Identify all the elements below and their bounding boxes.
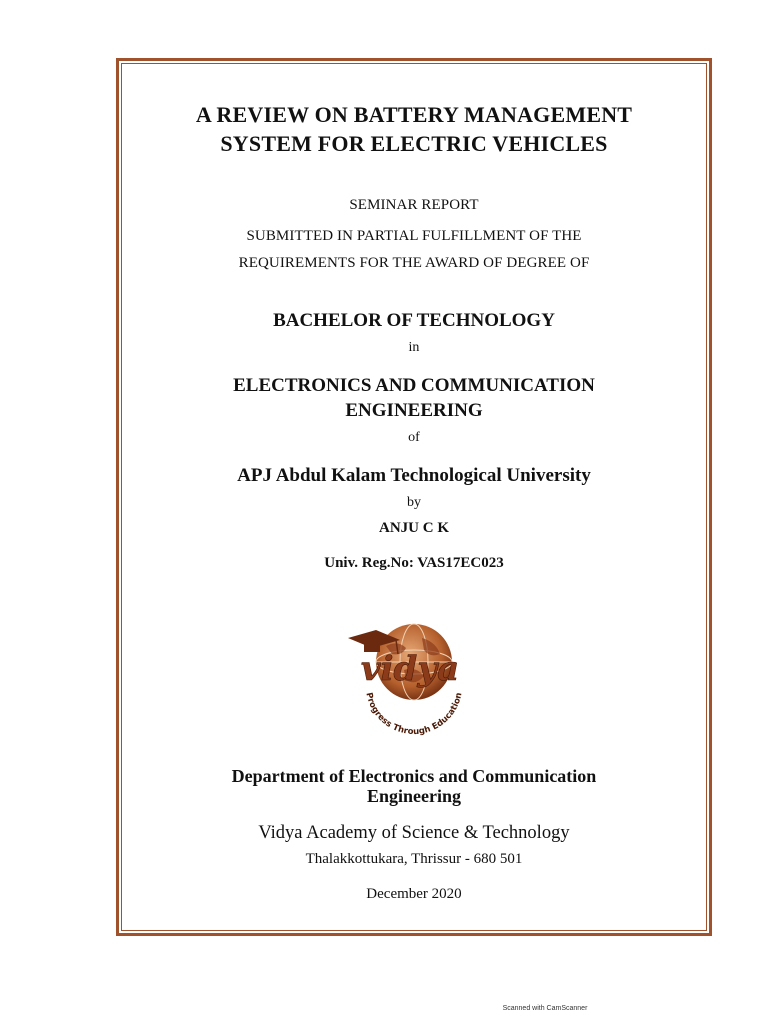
department-line-1: Department of Electronics and Communication [231,766,597,786]
branch-line-2: ENGINEERING [345,400,483,421]
branch-line-1: ELECTRONICS AND COMMUNICATION [233,375,595,396]
institution-name: Vidya Academy of Science & Technology [258,823,570,843]
scanner-watermark: Scanned with CamScanner [502,1005,588,1012]
connector-by: by [407,495,421,510]
registration-number: Univ. Reg.No: VAS17EC023 [324,555,504,571]
logo-wordmark: vidya [360,649,460,689]
author-name: ANJU C K [379,520,449,536]
logo-tagline: Progress Through Education [363,691,465,738]
vidya-logo [336,618,484,738]
submission-line-1: SUBMITTED IN PARTIAL FULFILLMENT OF THE [246,228,582,244]
connector-in: in [408,340,420,355]
title-line-1: A REVIEW ON BATTERY MANAGEMENT [195,102,633,127]
connector-of: of [408,430,420,445]
degree: BACHELOR OF TECHNOLOGY [273,310,555,331]
institution-address: Thalakkottukara, Thrissur - 680 501 [305,851,523,867]
submission-line-2: REQUIREMENTS FOR THE AWARD OF DEGREE OF [238,255,590,271]
report-type: SEMINAR REPORT [349,197,479,213]
department-line-2: Engineering [366,786,461,806]
title-line-2: SYSTEM FOR ELECTRIC VEHICLES [220,131,608,156]
university: APJ Abdul Kalam Technological University [237,465,591,486]
report-date: December 2020 [366,886,462,902]
